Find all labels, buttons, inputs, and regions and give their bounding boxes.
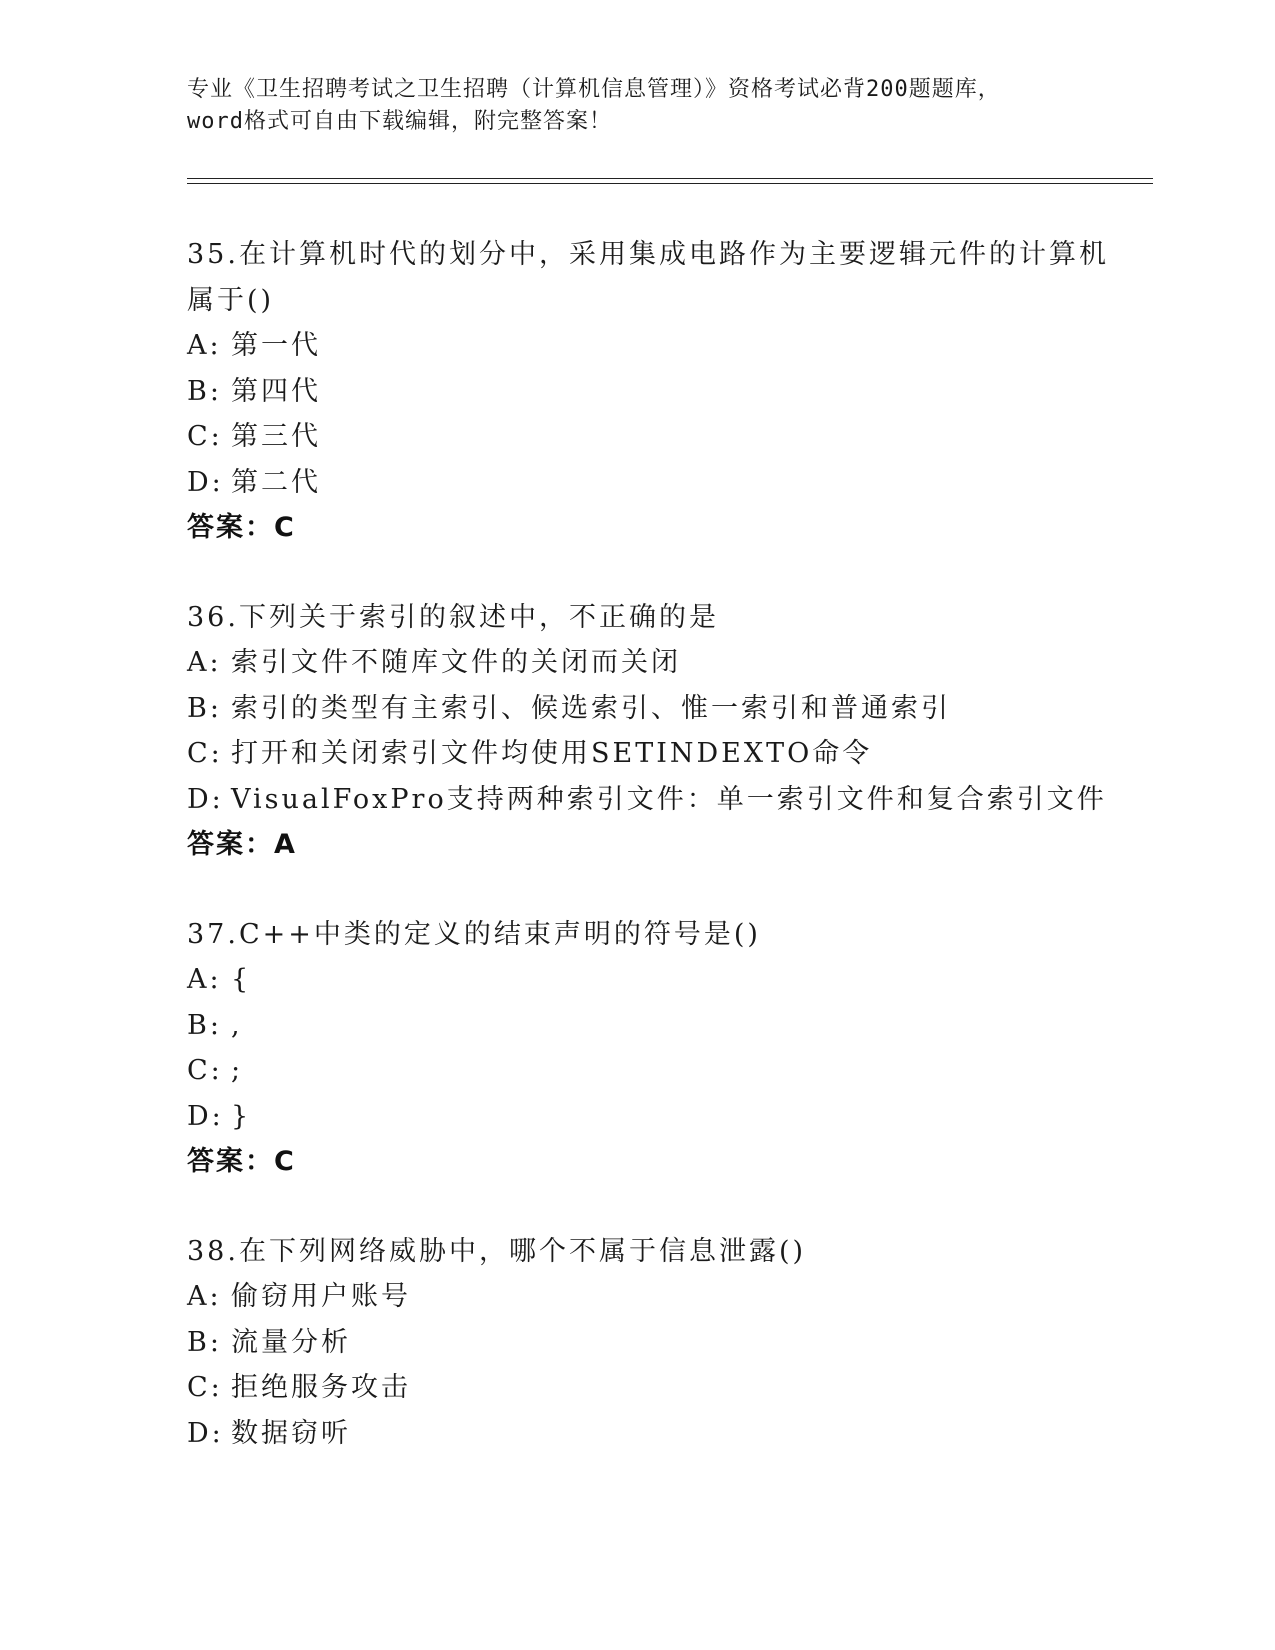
option-key: B: bbox=[187, 375, 222, 407]
answer-label: 答案：A bbox=[187, 829, 297, 860]
option-key: C: bbox=[187, 421, 223, 452]
option-key: C: bbox=[187, 1055, 223, 1086]
option-text: 索引文件不随库文件的关闭而关闭 bbox=[231, 647, 681, 678]
question-stem: 37.C++中类的定义的结束声明的符号是() bbox=[187, 918, 761, 950]
option-text: 打开和关闭索引文件均使用SETINDEXTO命令 bbox=[231, 738, 873, 769]
option-text: 流量分析 bbox=[231, 1326, 351, 1358]
option-text: ; bbox=[231, 1055, 244, 1086]
option-key: B: bbox=[187, 1326, 222, 1358]
question-list bbox=[187, 232, 1147, 1500]
option-b bbox=[187, 369, 1147, 415]
option-key: C: bbox=[187, 1372, 223, 1403]
option-text: 第三代 bbox=[231, 421, 321, 452]
question-stem: 35.在计算机时代的划分中，采用集成电路作为主要逻辑元件的计算机 bbox=[187, 239, 1109, 270]
option-text: } bbox=[231, 1100, 252, 1132]
header-line-2: word格式可自由下载编辑，附完整答案！ bbox=[187, 109, 612, 134]
option-text: VisualFoxPro支持两种索引文件：单一索引文件和复合索引文件 bbox=[231, 783, 1107, 815]
document-header bbox=[187, 74, 1087, 138]
option-key: A: bbox=[187, 330, 222, 361]
option-text: 第二代 bbox=[231, 466, 321, 498]
header-divider-top bbox=[187, 178, 1153, 179]
question-36 bbox=[187, 595, 1147, 868]
option-a bbox=[187, 640, 1147, 686]
header-line-1: 专业《卫生招聘考试之卫生招聘（计算机信息管理）》资格考试必背200题题库， bbox=[187, 77, 1001, 102]
option-key: A: bbox=[187, 1281, 222, 1312]
question-stem: 36.下列关于索引的叙述中，不正确的是 bbox=[187, 601, 719, 633]
option-d bbox=[187, 777, 1147, 823]
option-text: 拒绝服务攻击 bbox=[231, 1372, 411, 1403]
question-35 bbox=[187, 232, 1147, 551]
option-key: B: bbox=[187, 692, 222, 724]
option-key: D: bbox=[187, 1100, 224, 1132]
option-c bbox=[187, 414, 1147, 460]
option-text: , bbox=[231, 1009, 243, 1041]
option-text: 偷窃用户账号 bbox=[231, 1281, 411, 1312]
option-b bbox=[187, 686, 1147, 732]
answer-label: 答案：C bbox=[187, 1146, 296, 1177]
option-key: C: bbox=[187, 738, 223, 769]
option-key: D: bbox=[187, 783, 224, 815]
option-d bbox=[187, 460, 1147, 506]
option-text: 数据窃听 bbox=[231, 1417, 351, 1449]
option-d bbox=[187, 1094, 1147, 1140]
option-key: D: bbox=[187, 466, 224, 498]
option-text: { bbox=[231, 964, 252, 995]
question-37 bbox=[187, 912, 1147, 1185]
option-a bbox=[187, 1274, 1147, 1320]
answer-label: 答案：C bbox=[187, 512, 296, 543]
question-38 bbox=[187, 1229, 1147, 1457]
question-stem: 38.在下列网络威胁中，哪个不属于信息泄露() bbox=[187, 1235, 807, 1267]
option-b bbox=[187, 1320, 1147, 1366]
header-divider-bottom bbox=[187, 183, 1153, 184]
option-b bbox=[187, 1003, 1147, 1049]
option-key: A: bbox=[187, 964, 222, 995]
option-c bbox=[187, 1048, 1147, 1094]
option-c bbox=[187, 1365, 1147, 1411]
option-text: 第一代 bbox=[231, 330, 321, 361]
question-stem: 属于() bbox=[187, 284, 275, 316]
option-text: 索引的类型有主索引、候选索引、惟一索引和普通索引 bbox=[231, 692, 951, 724]
option-key: B: bbox=[187, 1009, 222, 1041]
option-c bbox=[187, 731, 1147, 777]
option-a bbox=[187, 957, 1147, 1003]
option-key: A: bbox=[187, 647, 222, 678]
option-key: D: bbox=[187, 1417, 224, 1449]
option-a bbox=[187, 323, 1147, 369]
option-d bbox=[187, 1411, 1147, 1457]
option-text: 第四代 bbox=[231, 375, 321, 407]
